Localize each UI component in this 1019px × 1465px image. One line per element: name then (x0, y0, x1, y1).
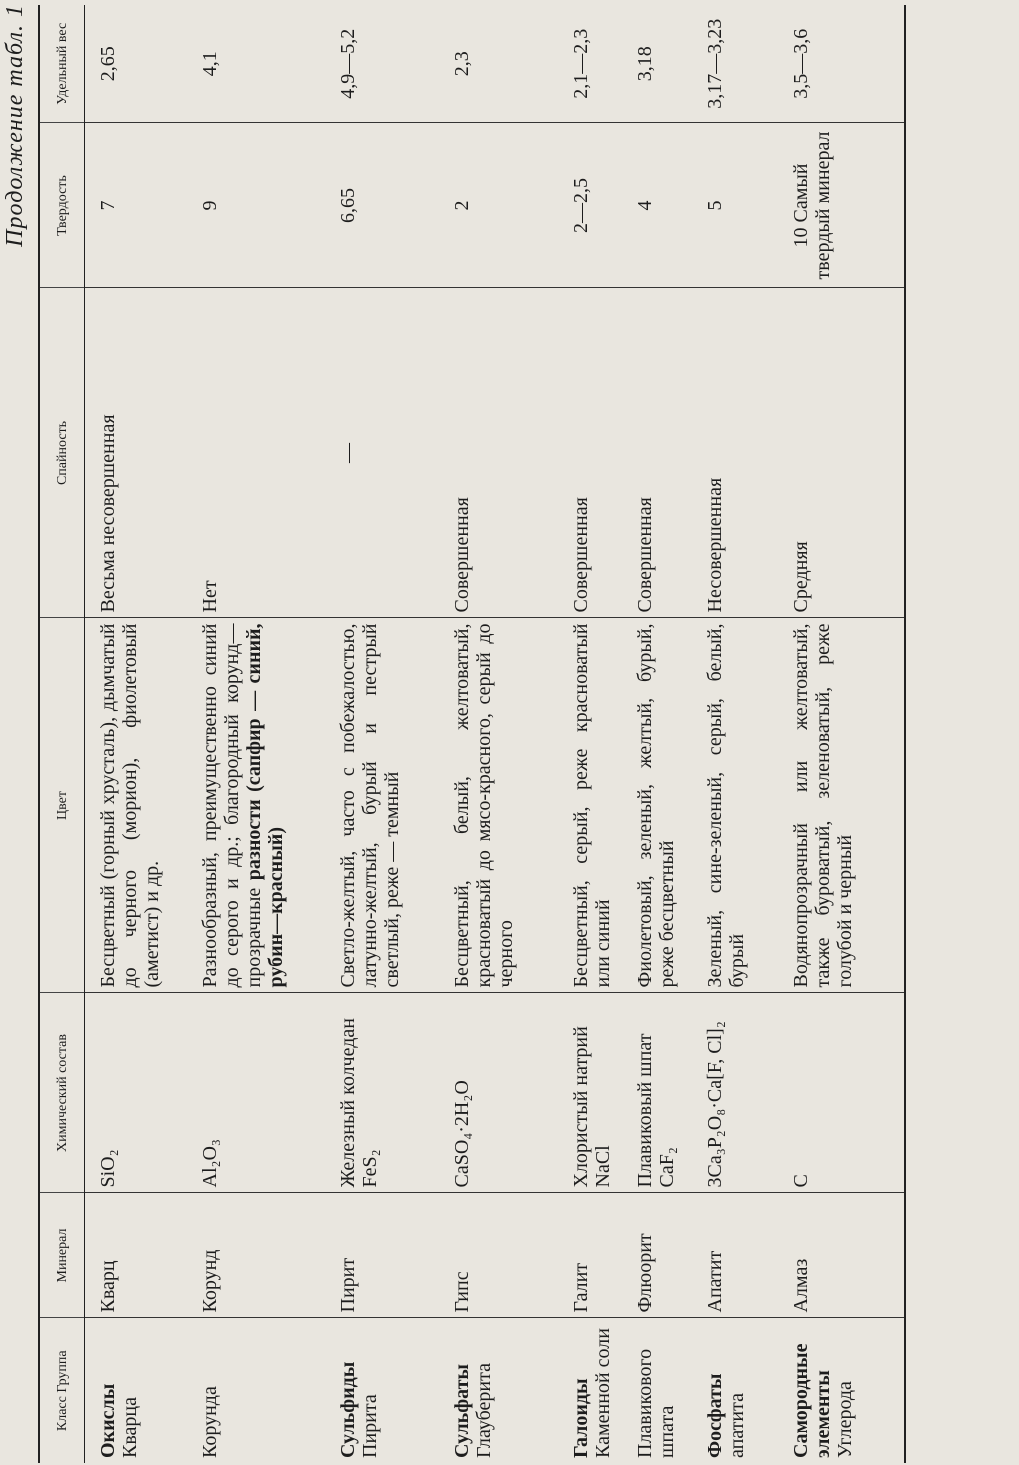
class-group-cell (85, 1318, 188, 1463)
table-row (778, 5, 905, 1463)
cleavage-cell: Весьма несовершенная (85, 288, 188, 618)
group-label: Углерода (834, 1381, 856, 1458)
cleavage-cell: Нет (187, 288, 325, 618)
hardness-cell: 7 (85, 123, 188, 288)
mineral-cell: Апатит (692, 1193, 778, 1318)
group-label: Каменной соли (592, 1328, 614, 1458)
mineral-cell: Корунд (187, 1193, 325, 1318)
table-caption: Продолжение табл. 1 (2, 4, 28, 247)
header-color: Цвет (39, 618, 85, 993)
density-cell: 3,18 (622, 5, 692, 123)
cleavage-cell: Совершенная (622, 288, 692, 618)
class-label: Галоиды (570, 1378, 592, 1458)
class-group-cell (622, 1318, 692, 1463)
table-row (187, 5, 325, 1463)
mineral-cell: Алмаз (778, 1193, 905, 1318)
color-cell: Фиолетовый, зеленый, желтый, бурый, реже бесцветный (622, 618, 692, 993)
table-row (692, 5, 778, 1463)
class-label: Сульфаты (451, 1363, 473, 1458)
density-cell: 2,65 (85, 5, 188, 123)
cleavage-cell: Несовершенная (692, 288, 778, 618)
class-group-cell (325, 1318, 439, 1463)
class-group-cell (439, 1318, 558, 1463)
hardness-cell: 5 (692, 123, 778, 288)
header-group: Класс Группа (39, 1318, 85, 1463)
density-cell: 3,17—3,23 (692, 5, 778, 123)
header-cleavage: Спайность (39, 288, 85, 618)
minerals-table (38, 5, 906, 1463)
class-group-cell (692, 1318, 778, 1463)
composition-cell: Железный колчедан FeS₂ (325, 993, 439, 1193)
color-cell (187, 618, 325, 993)
density-cell: 2,3 (439, 5, 558, 123)
header-density: Удельный вес (39, 5, 85, 123)
density-cell: 3,5—3,6 (778, 5, 905, 123)
group-label: Корунда (199, 1386, 221, 1458)
group-label: Пирита (359, 1394, 381, 1458)
class-label: Фосфаты (704, 1373, 726, 1458)
group-label: Плавикового шпата (634, 1348, 678, 1458)
class-label: Окислы (97, 1383, 119, 1458)
hardness-cell: 4 (622, 123, 692, 288)
density-cell: 2,1—2,3 (558, 5, 622, 123)
color-cell: Бесцветный (горный хрусталь), дымчатый до черного (морион), фиолетовый (аметист) и др. (85, 618, 188, 993)
hardness-cell: 10 Самый твердый минерал (778, 123, 905, 288)
color-highlight-text: разности (сапфир — синий, рубин—красный) (243, 623, 287, 988)
group-label: Глауберита (473, 1363, 495, 1458)
header-hardness: Твердость (39, 123, 85, 288)
mineral-cell: Пирит (325, 1193, 439, 1318)
table-header-row (39, 5, 85, 1463)
color-cell: Водянопрозрачный или желтоватый, также буроватый, зеленоватый, реже голубой и черный (778, 618, 905, 993)
cleavage-cell: Средняя (778, 288, 905, 618)
header-mineral: Минерал (39, 1193, 85, 1318)
class-group-cell (778, 1318, 905, 1463)
table-row (325, 5, 439, 1463)
color-cell: Зеленый, сине-зеленый, серый, белый, бурый (692, 618, 778, 993)
hardness-cell: 9 (187, 123, 325, 288)
color-cell: Бесцветный, белый, желтоватый, красноватый до мясо-красного, серый до черного (439, 618, 558, 993)
composition-cell: Плавиковый шпат CaF₂ (622, 993, 692, 1193)
class-label: Сульфиды (337, 1361, 359, 1458)
hardness-cell: 6,65 (325, 123, 439, 288)
class-label: Самородные элементы (790, 1343, 834, 1458)
composition-cell: SiO₂ (85, 993, 188, 1193)
table-row (558, 5, 622, 1463)
class-group-cell (187, 1318, 325, 1463)
group-label: апатита (726, 1393, 748, 1458)
density-cell: 4,9—5,2 (325, 5, 439, 123)
cleavage-cell: Совершенная (558, 288, 622, 618)
mineral-cell: Гипс (439, 1193, 558, 1318)
density-cell: 4,1 (187, 5, 325, 123)
cleavage-cell: — (325, 288, 439, 618)
color-cell: Светло-желтый, часто с побежалостью, латунно-желтый, бурый и пестрый светлый, реже — темный (325, 618, 439, 993)
composition-cell: Хлористый натрий NaCl (558, 993, 622, 1193)
composition-cell: CaSO₄·2H₂O (439, 993, 558, 1193)
mineral-cell: Кварц (85, 1193, 188, 1318)
composition-cell: 3Ca₃P₂O₈·Ca[F, Cl]₂ (692, 993, 778, 1193)
color-text: Разнообразный, преимущественно синий до серого и др.; благородный корунд—прозрачные (199, 623, 265, 988)
class-group-cell (558, 1318, 622, 1463)
table-row (85, 5, 188, 1463)
composition-cell: C (778, 993, 905, 1193)
table-row (439, 5, 558, 1463)
composition-cell: Al₂O₃ (187, 993, 325, 1193)
color-cell: Бесцветный, серый, реже красноватый или синий (558, 618, 622, 993)
table-row (622, 5, 692, 1463)
group-label: Кварца (119, 1397, 141, 1458)
mineral-cell: Галит (558, 1193, 622, 1318)
cleavage-cell: Совершенная (439, 288, 558, 618)
hardness-cell: 2 (439, 123, 558, 288)
hardness-cell: 2—2,5 (558, 123, 622, 288)
mineral-cell: Флюорит (622, 1193, 692, 1318)
header-composition: Химический состав (39, 993, 85, 1193)
